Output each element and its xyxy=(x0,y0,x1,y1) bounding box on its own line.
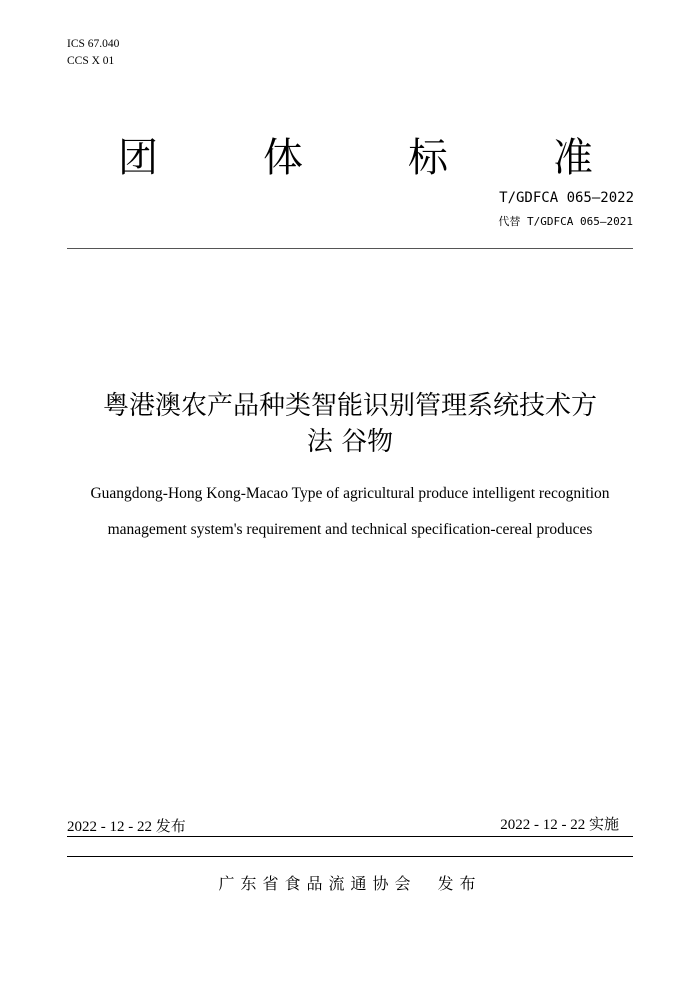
title-english xyxy=(40,476,660,548)
ccs-code: CCS X 01 xyxy=(67,55,115,67)
standard-type-heading xyxy=(0,133,700,183)
footer-divider-upper xyxy=(67,836,633,837)
issue-date-label: 发布 xyxy=(155,817,186,835)
standard-type-char: 准 xyxy=(553,135,593,181)
standard-type-char: 团 xyxy=(118,135,158,181)
footer-divider-lower xyxy=(67,856,633,857)
standard-type-char: 体 xyxy=(263,135,303,181)
publisher-name: 广东省食品流通协会 xyxy=(218,874,417,893)
publisher xyxy=(0,871,700,894)
title-chinese xyxy=(40,388,660,460)
standard-type-char: 标 xyxy=(408,135,448,181)
issue-date-value: 2022 - 12 - 22 xyxy=(67,819,152,835)
replaces-standard: 代替 T/GDFCA 065—2021 xyxy=(498,215,633,228)
implementation-date-label: 实施 xyxy=(588,815,619,833)
title-english-line: Guangdong-Hong Kong-Macao Type of agricultural produce intelligent recognition xyxy=(90,485,610,502)
header-divider xyxy=(67,248,633,249)
implementation-date-value: 2022 - 12 - 22 xyxy=(500,817,586,833)
title-chinese-line: 粤港澳农产品种类智能识别管理系统技术方 xyxy=(102,391,597,421)
publisher-suffix: 发布 xyxy=(437,874,482,893)
ics-code: ICS 67.040 xyxy=(67,38,120,50)
issue-date xyxy=(67,815,186,836)
classification-codes xyxy=(67,36,119,70)
title-chinese-line: 法 谷物 xyxy=(306,427,394,457)
standard-number: T/GDFCA 065—2022 xyxy=(499,190,634,206)
title-english-line: management system's requirement and technical specification-cereal produces xyxy=(107,521,593,538)
implementation-date xyxy=(500,813,619,834)
